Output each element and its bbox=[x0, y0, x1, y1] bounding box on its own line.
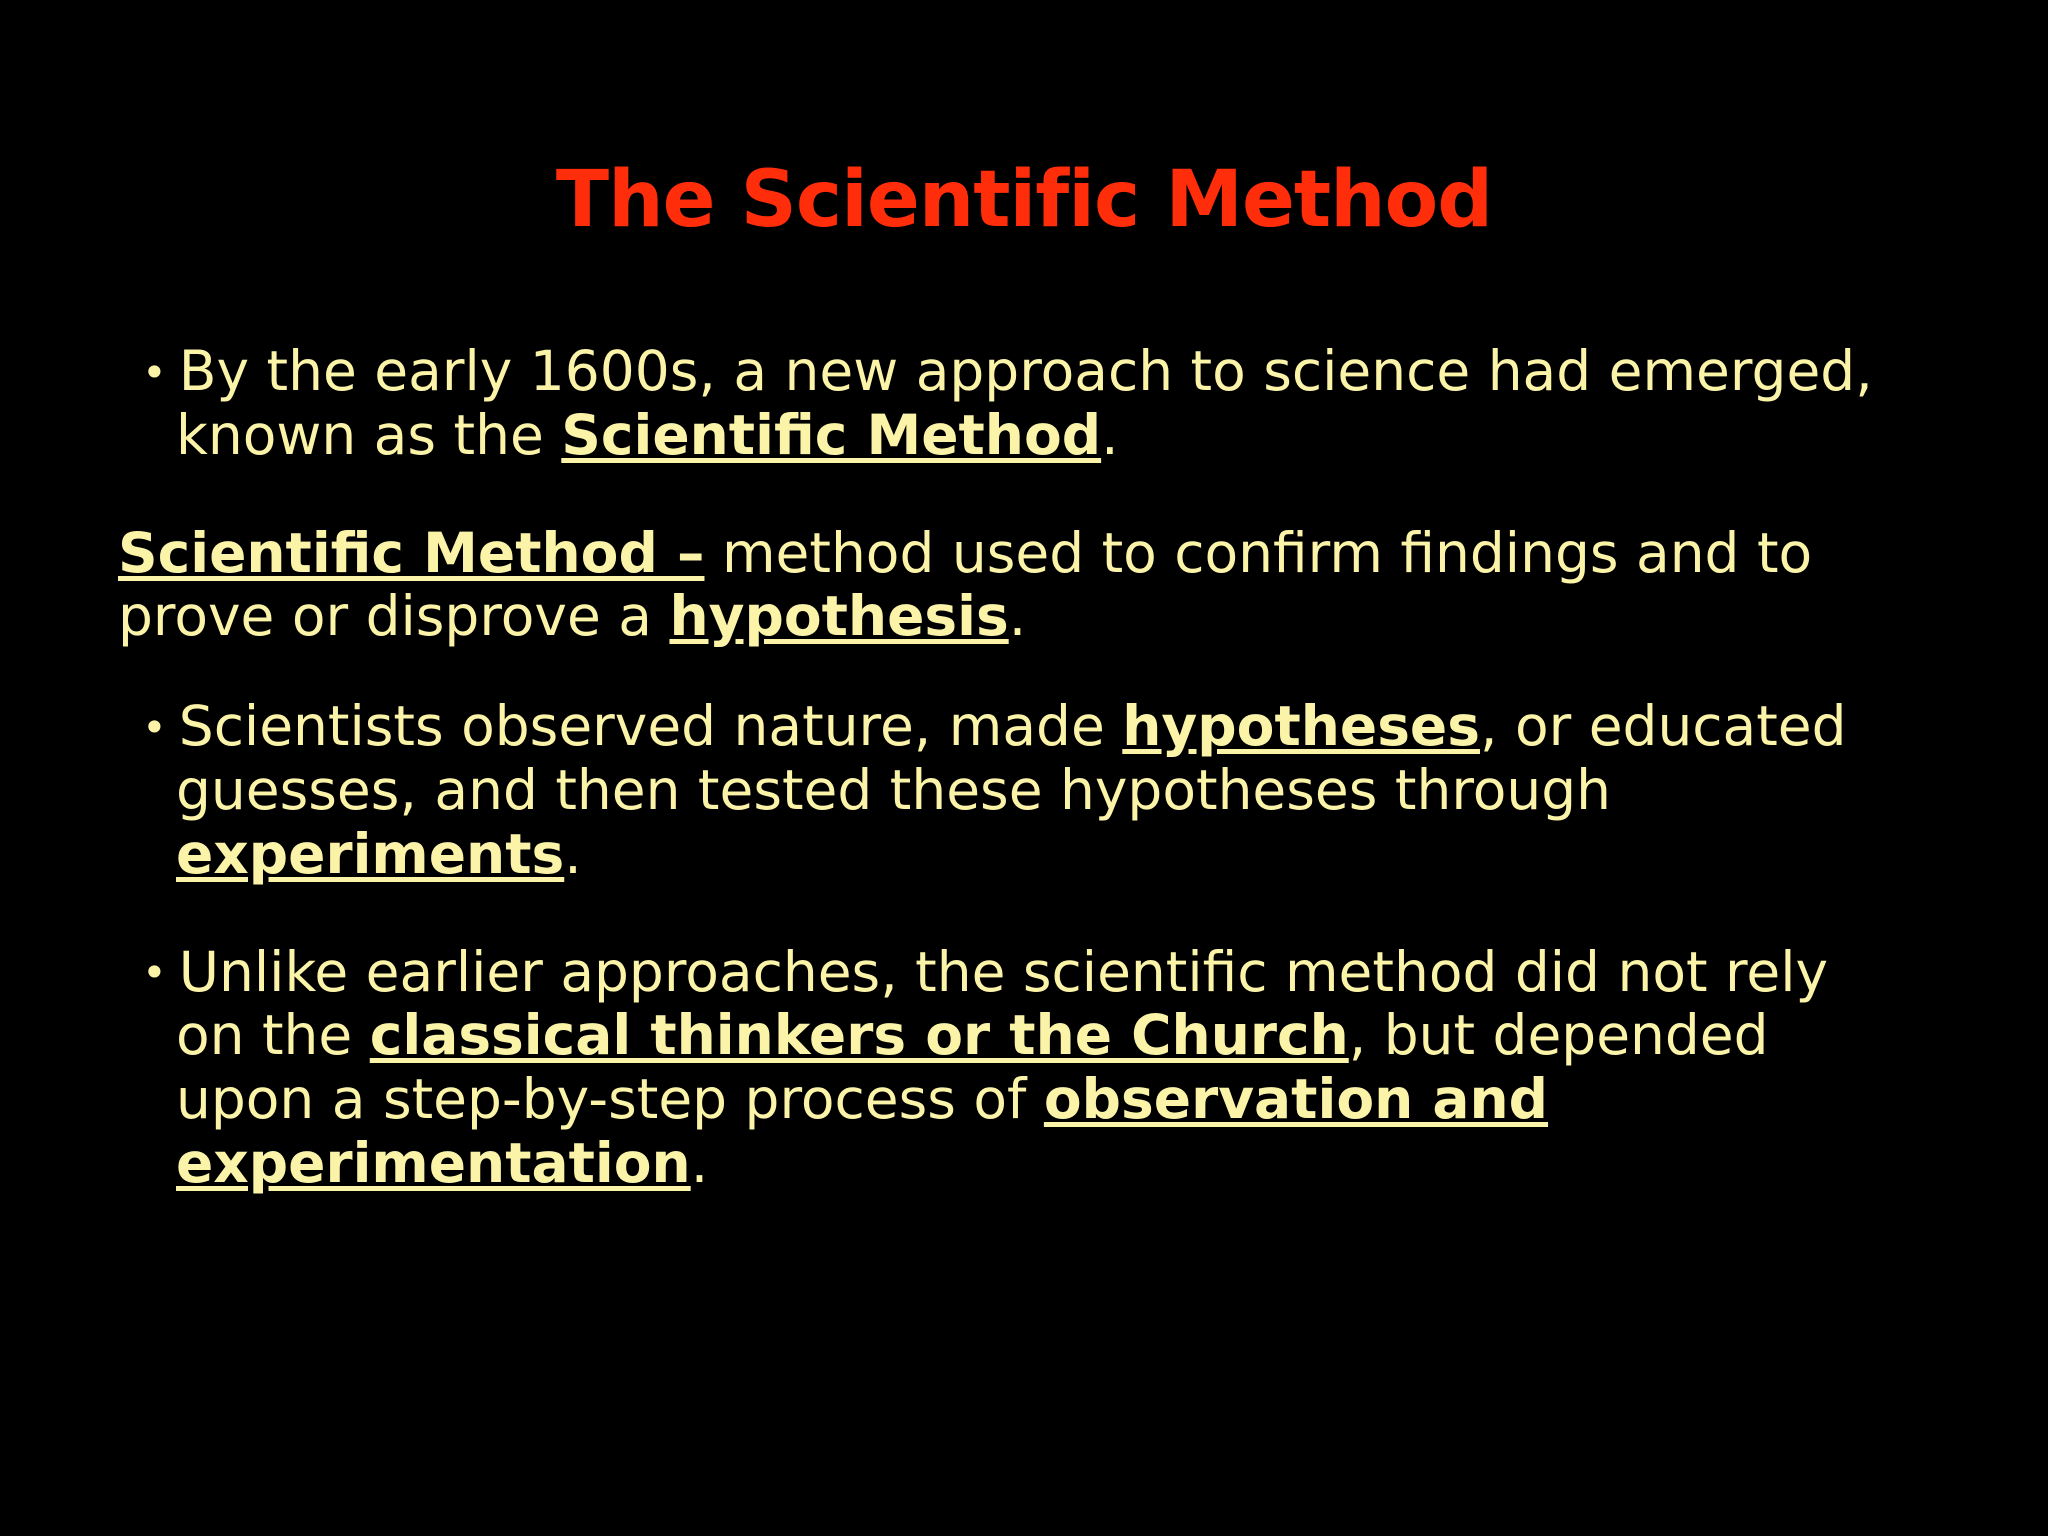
list-item bbox=[118, 695, 1908, 886]
bullet-icon: • bbox=[142, 948, 167, 998]
body-text: method used to confirm findings and to prove or disprove a bbox=[118, 520, 1813, 649]
body-text: , or educated guesses, and then tested these hypotheses through bbox=[176, 694, 1847, 822]
page-title: The Scientific Method bbox=[555, 155, 1493, 245]
body-text: Unlike earlier approaches, the scientific method did not rely on the bbox=[176, 939, 1829, 1068]
emphasised-term: experiments bbox=[176, 821, 565, 886]
body-text: Scientists observed nature, made bbox=[178, 694, 1123, 759]
body-text: , but depended upon a step-by-step process of bbox=[176, 1003, 1769, 1132]
emphasised-term: Scientific Method – bbox=[118, 520, 705, 585]
emphasised-term: Scientific Method bbox=[561, 402, 1102, 467]
slide-body bbox=[118, 340, 1908, 1230]
bullet-icon: • bbox=[142, 702, 167, 752]
list-item bbox=[118, 340, 1908, 468]
body-text: . bbox=[564, 821, 582, 886]
emphasised-term: observation and experimentation bbox=[176, 1067, 1549, 1195]
emphasised-term: hypothesis bbox=[669, 584, 1009, 649]
emphasised-term: hypotheses bbox=[1122, 694, 1480, 759]
bullet-icon: • bbox=[142, 347, 167, 397]
body-text: . bbox=[690, 1130, 709, 1195]
definition-paragraph bbox=[118, 522, 1908, 650]
list-item bbox=[118, 941, 1908, 1196]
emphasised-term: classical thinkers or the Church bbox=[369, 1003, 1349, 1068]
body-text: By the early 1600s, a new approach to science had emerged, known as the bbox=[176, 339, 1873, 467]
body-text: . bbox=[1008, 584, 1027, 649]
body-text: . bbox=[1101, 402, 1119, 467]
